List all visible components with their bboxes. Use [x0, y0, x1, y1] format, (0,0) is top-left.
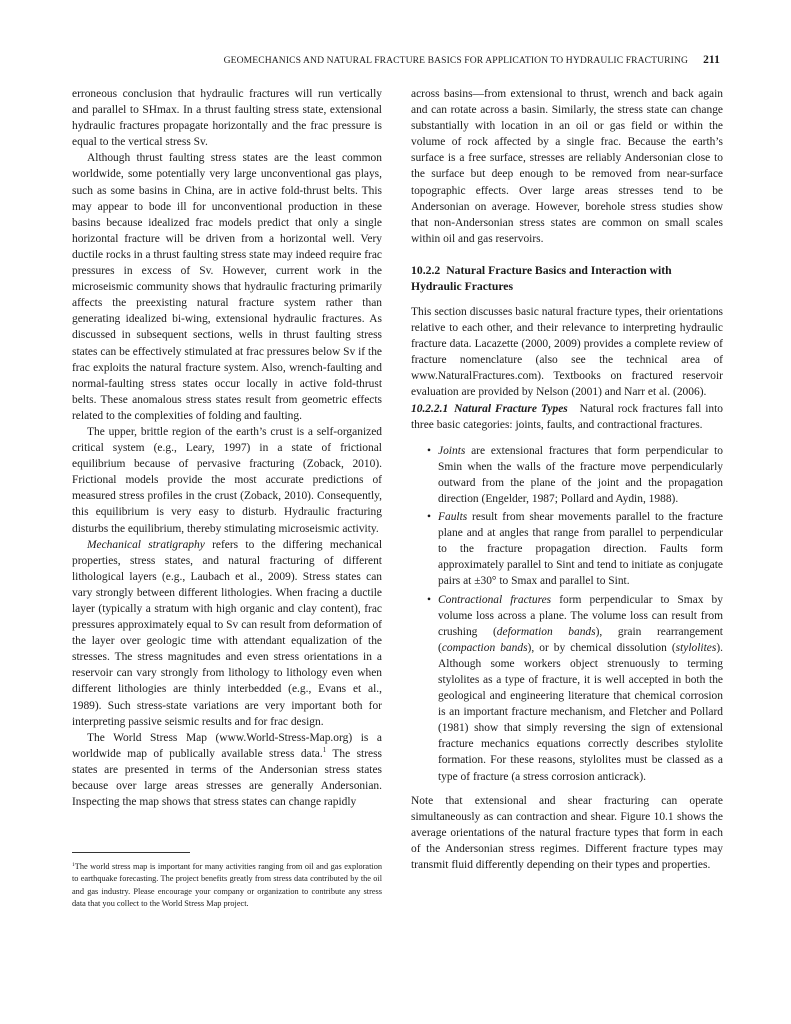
running-header — [72, 54, 720, 70]
subsection-number: 10.2.2.1 — [411, 402, 449, 415]
term-mechanical-stratigraphy: Mechanical stratigraphy — [87, 538, 205, 551]
footnote-ref[interactable]: 1 — [322, 745, 327, 754]
term-deformation-bands: deformation bands — [496, 625, 596, 638]
footnote — [72, 861, 382, 910]
page-number: 211 — [703, 54, 720, 66]
list-item — [411, 592, 723, 785]
running-title: GEOMECHANICS AND NATURAL FRACTURE BASICS FOR APPLICATION TO HYDRAULIC FRACTURING — [223, 55, 688, 66]
list-item-text: ), grain rearrangement ( — [438, 625, 723, 654]
term-joints: Joints — [438, 444, 466, 457]
subsection-title: Natural Fracture Types — [454, 402, 568, 415]
list-item-text: form perpendicular to Smax by volume loss across a plane. The volume loss can result from crushing ( — [438, 593, 723, 638]
list-item-text: are extensional fractures that form perpendicular to Smin when the walls of the fracture move perpendicularly outward from the plane of the joint and the propagation direction (Engelder, 1987; Pollard and Aydin, 1988). — [438, 444, 723, 505]
list-item-text: result from shear movements parallel to the fracture plane and at angles that range from parallel to perpendicular to the fracture propagation direction. Faults form approximately parallel to Sint and tend to initiate as conjugate pairs at ±30° to Smax and parallel to Sint. — [438, 511, 723, 588]
fracture-types-list — [411, 443, 723, 785]
section-heading — [411, 263, 723, 295]
section-title: Natural Fracture Basics and Interaction with Hydraulic Fractures — [411, 263, 672, 293]
list-item-text: ). Although some workers object strenuously to terming stylolites as a type of fracture, it is well accepted in both the geological and engineering literature that chemical corrosion is an important fracture mechanism, and Fletcher and Pollard (1981) show that simply reversing the sign of extensional fracture mechanics equations correctly describes stylolite formation. For these reasons, stylolites must be classed as a type of fracture (a stress corrosion anticrack). — [438, 641, 723, 783]
paragraph-text: refers to the differing mechanical properties, stress states, and natural fracturing of different lithological layers (e.g., Laubach et al., 2009). Stress states can vary strongly between different lithologies. When fracing a ductile layer (typically a stratum with high organic and clay content), frac pressures approximately equal to Sv can result from deformation of the layer over geologic time with attendant equalization of the stresses. The stress magnitudes and even stress orientations in a reservoir can vary strongly from lithology to lithology even when different lithologies are thinly interbedded (e.g., Evans et al., 1989). Such stress-state variations are very important both for interpreting passive seismic results and for frac design. — [72, 538, 383, 728]
term-contractional-fractures: Contractional fractures — [438, 593, 552, 606]
section-number: 10.2.2 — [411, 263, 441, 277]
subsection-heading — [411, 403, 568, 415]
bullet-icon: • — [427, 593, 432, 606]
footnote-marker: 1 — [72, 862, 75, 868]
paragraph — [72, 730, 382, 810]
footnote-divider — [72, 852, 190, 853]
paragraph-text: Natural rock fractures fall into three basic categories: joints, faults, and contractional fractures. — [411, 402, 723, 431]
paragraph — [72, 537, 382, 730]
bullet-icon: • — [427, 444, 432, 457]
paragraph: This section discusses basic natural fracture types, their orientations relative to each other, and their relevance to interpreting hydraulic fracture data. Lacazette (2000, 2009) provides a complete review of fracture nomenclature (also see the technical area of www.NaturalFractures.com). Textbooks on fractured reservoir evaluation are provided by Nelson (2001) and Narr et al. (2006). — [411, 305, 723, 399]
footnote-text: The world stress map is important for many activities ranging from oil and gas exploration to earthquake forecasting. The project benefits greatly from stress data contributed by the oil and gas industry. Please encourage your company or organization to contribute any stress data that you collect to the World Stress Map project. — [72, 862, 382, 908]
right-column — [411, 86, 723, 873]
list-item — [411, 509, 723, 589]
term-compaction-bands: compaction bands — [441, 641, 528, 654]
paragraph-text: The stress states are presented in terms of the Andersonian stress states because over large areas stresses are generally Andersonian. Inspecting the map shows that stress states can change rapidly — [72, 747, 382, 809]
paragraph: Note that extensional and shear fracturing can operate simultaneously as can contraction and shear. Figure 10.1 shows the average orientations of the natural fracture types that form in each of the Andersonian stress regimes. Different fracture types may transmit fluid differently depending on their types and properties. — [411, 794, 723, 872]
bullet-icon: • — [427, 511, 432, 524]
left-column — [72, 86, 382, 810]
term-faults: Faults — [438, 511, 468, 524]
list-item-text: ), or by chemical dissolution ( — [527, 641, 676, 654]
paragraph: across basins—from extensional to thrust, wrench and back again and can rotate across a basin. Similarly, the stress state can change substantially with location in an oil or gas field or within the volume of rock affected by a single frac. Because the earth’s surface is a free surface, stresses are reliably Andersonian close to the surface but deep enough to be removed from near-surface topographic effects. Over large areas stresses tend to be Andersonian on average. However, borehole stress studies show that non-Andersonian stress states are common on small scales within oil and gas reservoirs. — [411, 88, 723, 245]
list-item — [411, 443, 723, 507]
term-stylolites: stylolites — [675, 641, 717, 654]
paragraph-text: The World Stress Map (www.World-Stress-Map.org) is a worldwide map of publically available stress data. — [72, 731, 382, 760]
paragraph: erroneous conclusion that hydraulic fractures will run vertically and parallel to SHmax. In a thrust faulting stress state, extensional hydraulic fractures propagate horizontally and the frac pressure is equal to the vertical stress Sv. — [72, 88, 382, 149]
paragraph: The upper, brittle region of the earth’s crust is a self-organized critical system (e.g., Leary, 1997) in a state of frictional equilibrium because of pervasive fracturing (Zoback, 2010). Frictional models provide the most accurate predictions of measured stress profiles in the crust (Zoback, 2010). Consequently, this equilibrium is very easy to disturb. Hydraulic fracturing disturbs the equilibrium, thereby stimulating microseismic activity. — [72, 425, 382, 535]
paragraph — [411, 401, 723, 433]
paragraph: Although thrust faulting stress states are the least common worldwide, some potentially very large unconventional gas plays, such as some basins in China, are in active fold-thrust belts. This may appear to bode ill for unconventional production in these basins because idealized frac models predict that only a single horizontal fracture will be driven from a horizontal well. Very ductile rocks in a thrust faulting stress state may indeed require frac pressures in excess of Sv. However, current work in the microseismic community shows that hydraulic fracturing primarily affects the preexisting natural fracture system rather than generating idealized bi-wing, extensional hydraulic fractures. As discussed in subsequent sections, wells in thrust faulting stress states can be effectively stimulated at frac pressures below Sv if the frac exploits the natural fracture system. Also, wrench-faulting and normal-faulting stress states occur locally in active fold-thrust belts. These anomalous stress states result from geometric effects related to the complexities of folding and faulting. — [72, 152, 382, 422]
